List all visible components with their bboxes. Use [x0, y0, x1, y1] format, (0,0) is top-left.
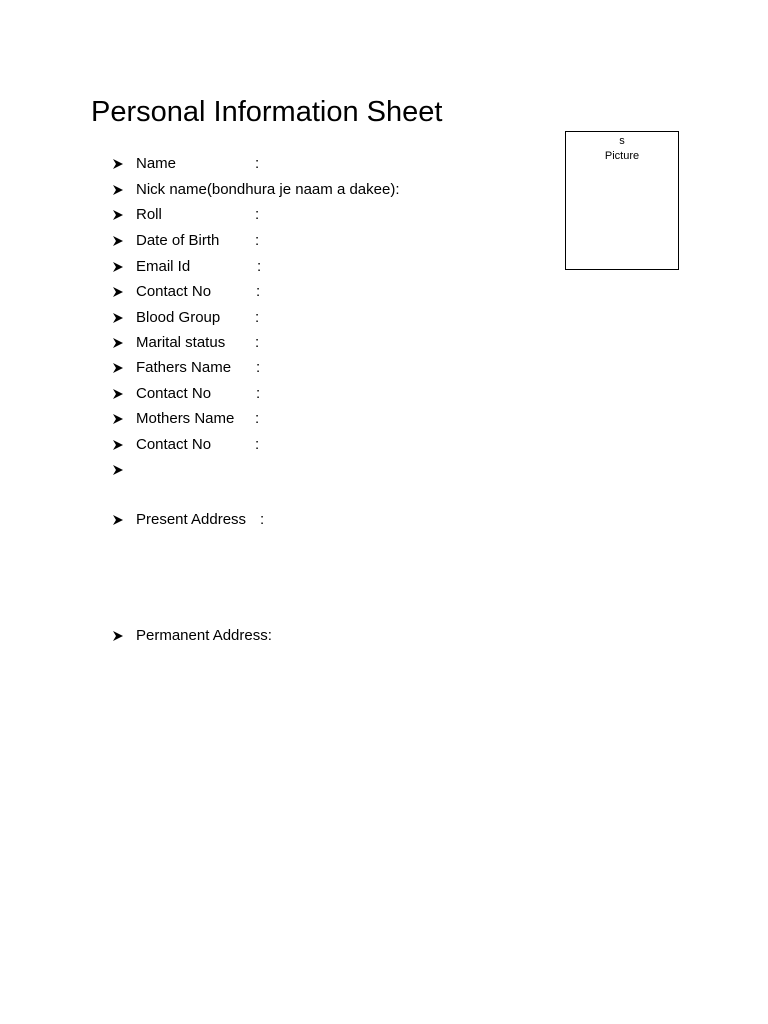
- field-label: Nick name(bondhura je naam a dakee):: [136, 181, 400, 198]
- field-colon: :: [255, 436, 260, 453]
- field-colon: :: [256, 359, 261, 376]
- picture-placeholder-box: [565, 131, 679, 270]
- arrow-bullet-icon: [112, 333, 128, 353]
- field-label: Present Address: [136, 511, 247, 528]
- picture-box-line1: s: [619, 135, 625, 147]
- field-label: Contact No: [136, 283, 212, 300]
- arrow-bullet-icon: [112, 282, 128, 302]
- arrow-bullet-icon: [112, 257, 128, 277]
- arrow-bullet-icon: [112, 384, 128, 404]
- field-label: Contact No: [136, 436, 212, 453]
- field-label: Roll: [136, 206, 162, 223]
- arrow-bullet-icon: [112, 510, 128, 530]
- arrow-bullet-icon: [112, 435, 128, 455]
- field-colon: :: [257, 258, 262, 275]
- field-colon: :: [255, 309, 260, 326]
- field-label: Marital status: [136, 334, 226, 351]
- arrow-bullet-icon: [112, 460, 128, 480]
- field-colon: :: [256, 283, 261, 300]
- field-colon: :: [255, 155, 260, 172]
- field-label: Contact No: [136, 385, 212, 402]
- field-label: Email Id: [136, 258, 191, 275]
- field-colon: :: [255, 232, 260, 249]
- field-label: Permanent Address:: [136, 627, 272, 644]
- field-label: Name: [136, 155, 177, 172]
- field-label: Blood Group: [136, 309, 221, 326]
- arrow-bullet-icon: [112, 154, 128, 174]
- field-colon: :: [260, 511, 265, 528]
- field-colon: :: [255, 410, 260, 427]
- arrow-bullet-icon: [112, 180, 128, 200]
- page-title: Personal Information Sheet: [91, 96, 443, 128]
- field-colon: :: [256, 385, 261, 402]
- arrow-bullet-icon: [112, 626, 128, 646]
- arrow-bullet-icon: [112, 205, 128, 225]
- field-label: Fathers Name: [136, 359, 232, 376]
- field-label: Date of Birth: [136, 232, 220, 249]
- arrow-bullet-icon: [112, 409, 128, 429]
- field-colon: :: [255, 334, 260, 351]
- arrow-bullet-icon: [112, 231, 128, 251]
- field-label: Mothers Name: [136, 410, 235, 427]
- arrow-bullet-icon: [112, 308, 128, 328]
- field-colon: :: [255, 206, 260, 223]
- picture-box-label: Picture: [604, 150, 640, 162]
- arrow-bullet-icon: [112, 358, 128, 378]
